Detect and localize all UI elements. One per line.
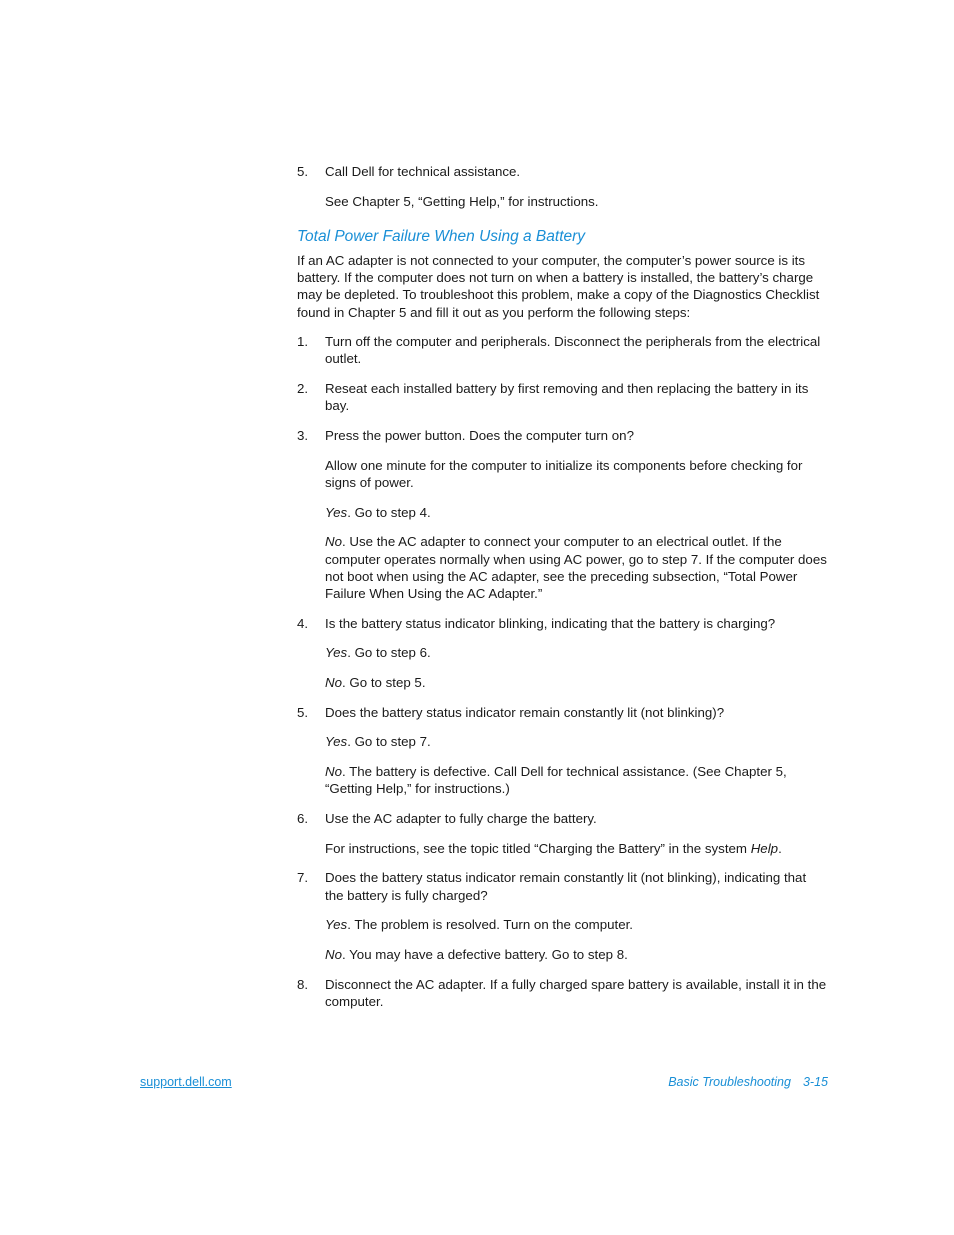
no-label: No	[325, 675, 342, 691]
no-answer	[297, 946, 827, 963]
step-text: Call Dell for technical assistance.	[325, 164, 521, 179]
page-number: 3-15	[802, 1075, 828, 1089]
help-term: Help	[750, 840, 779, 856]
no-text: . You may have a defective battery. Go to step 8.	[342, 947, 628, 963]
yes-label: Yes	[325, 645, 348, 661]
step-text: Press the power button. Does the computer turn on?	[325, 428, 634, 444]
no-answer	[297, 533, 827, 602]
yes-text: . Go to step 4.	[347, 504, 431, 520]
yes-answer	[297, 916, 827, 933]
step-number: 8.	[297, 976, 309, 992]
step-number: 7.	[297, 870, 309, 886]
section-heading: Total Power Failure When Using a Battery	[297, 227, 586, 245]
step-note: See Chapter 5, “Getting Help,” for instructions.	[325, 193, 599, 209]
support-link[interactable]: support.dell.com	[140, 1075, 232, 1089]
no-label: No	[325, 947, 342, 963]
page-content	[297, 163, 827, 1023]
step-text: Use the AC adapter to fully charge the battery.	[325, 811, 597, 827]
no-label: No	[325, 764, 342, 780]
step-text: Does the battery status indicator remain constantly lit (not blinking)?	[325, 704, 725, 720]
page-footer	[668, 1074, 828, 1091]
step-note: Allow one minute for the computer to initialize its components before checking for signs of power.	[325, 457, 803, 490]
step-text: Is the battery status indicator blinking, indicating that the battery is charging?	[325, 615, 776, 631]
yes-label: Yes	[325, 917, 348, 933]
step-8	[297, 976, 827, 1010]
step-number: 4.	[297, 615, 309, 631]
section-paragraph: If an AC adapter is not connected to your computer, the computer’s power source is its battery. If the computer does not turn on when a battery is installed, the battery’s charge may be depleted. To troubleshoot this problem, make a copy of the Diagnostics Checklist found in Chapter 5 and fill it out as you perform the following steps:	[297, 252, 820, 320]
step-number: 3.	[297, 428, 309, 444]
no-answer	[297, 763, 827, 797]
step-4	[297, 615, 827, 632]
no-text: . The battery is defective. Call Dell for technical assistance. (See Chapter 5, “Getting Help,” for instructions.)	[325, 764, 787, 797]
step-number: 5.	[297, 704, 309, 720]
step-text: Reseat each installed battery by first removing and then replacing the battery in its bay.	[325, 381, 809, 414]
step-number: 5.	[297, 164, 309, 179]
yes-label: Yes	[325, 734, 348, 750]
yes-answer	[297, 504, 827, 521]
step-6	[297, 810, 827, 827]
step-1	[297, 333, 827, 367]
step-text: Disconnect the AC adapter. If a fully charged spare battery is available, install it in the computer.	[325, 976, 827, 1009]
step-5	[297, 704, 827, 721]
yes-answer	[297, 733, 827, 750]
step-text: Does the battery status indicator remain constantly lit (not blinking), indicating that the battery is fully charged?	[325, 870, 807, 903]
yes-text: . Go to step 7.	[347, 734, 431, 750]
step-7	[297, 869, 827, 903]
section-name: Basic Troubleshooting	[668, 1075, 791, 1089]
step-number: 6.	[297, 811, 309, 827]
step-number: 2.	[297, 381, 309, 397]
no-text: . Go to step 5.	[342, 675, 426, 691]
yes-text: . The problem is resolved. Turn on the computer.	[347, 917, 633, 933]
yes-answer	[297, 644, 827, 661]
step-2	[297, 380, 827, 414]
yes-text: . Go to step 6.	[347, 645, 431, 661]
no-text: . Use the AC adapter to connect your computer to an electrical outlet. If the computer operates normally when using AC power, go to step 7. If the computer does not boot when using the AC adapter, see the preceding subsection, “Total Power Failure When Using the AC Adapter.”	[325, 534, 827, 601]
note-suffix: .	[778, 840, 782, 856]
step-text: Turn off the computer and peripherals. Disconnect the peripherals from the electrical outlet.	[325, 334, 821, 367]
yes-label: Yes	[325, 504, 348, 520]
step-number: 1.	[297, 334, 309, 350]
note-prefix: For instructions, see the topic titled “Charging the Battery” in the system	[325, 840, 751, 856]
step-5-call-dell	[297, 163, 827, 180]
no-answer	[297, 674, 827, 691]
step-3	[297, 427, 827, 444]
step-note	[297, 840, 827, 857]
no-label: No	[325, 534, 342, 550]
